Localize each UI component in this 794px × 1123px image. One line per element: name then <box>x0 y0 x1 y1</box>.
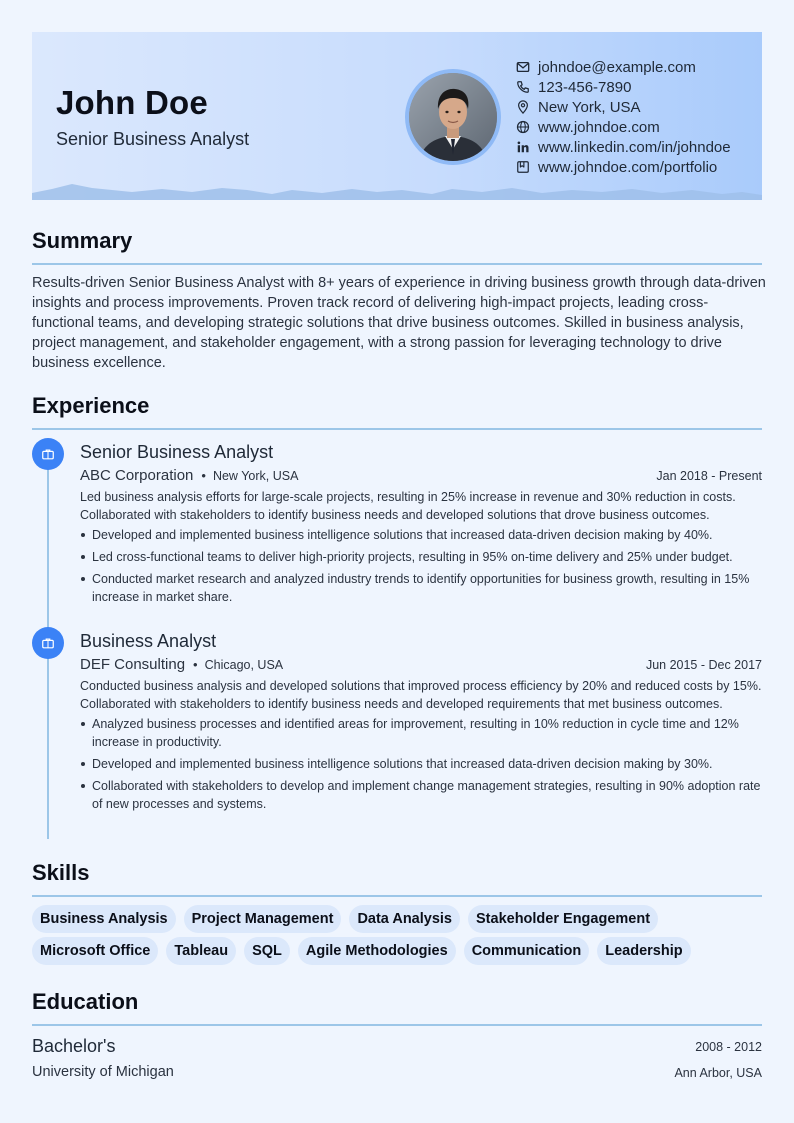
education-location: Ann Arbor, USA <box>674 1066 762 1080</box>
separator-dot: • <box>201 468 206 483</box>
summary-heading: Summary <box>32 228 133 253</box>
briefcase-icon <box>32 438 64 470</box>
skill-tag: Agile Methodologies <box>298 937 456 965</box>
phone-icon <box>516 80 538 94</box>
contact-location-text: New York, USA <box>538 98 641 116</box>
contact-portfolio[interactable] <box>516 157 731 177</box>
job-bullet-list <box>80 526 762 606</box>
skill-tag: Project Management <box>184 905 342 933</box>
candidate-title: Senior Business Analyst <box>56 129 250 149</box>
summary-divider <box>32 263 762 265</box>
job-bullet: Collaborated with stakeholders to develop and implement change management strategies, resulting in 90% adoption rate of new processes and systems. <box>80 777 762 813</box>
job-bullet: Developed and implemented business intelligence solutions that increased data-driven decision making by 30%. <box>80 755 762 773</box>
job-title: Business Analyst <box>80 631 217 651</box>
education-years: 2008 - 2012 <box>695 1040 762 1054</box>
skills-list <box>32 905 767 969</box>
job-title: Senior Business Analyst <box>80 442 274 462</box>
contact-linkedin[interactable] <box>516 137 731 157</box>
job-bullet: Conducted market research and analyzed industry trends to identify opportunities for business growth, resulting in 15% increase in market share. <box>80 570 762 606</box>
job-bullet: Developed and implemented business intelligence solutions that increased data-driven decision making by 40%. <box>80 526 762 544</box>
education-divider <box>32 1024 762 1026</box>
education-heading: Education <box>32 989 139 1014</box>
company-name: ABC Corporation <box>80 467 194 484</box>
header-wave-decoration <box>32 180 762 200</box>
skill-tag: Tableau <box>166 937 236 965</box>
experience-heading: Experience <box>32 393 150 418</box>
skill-tag: Microsoft Office <box>32 937 158 965</box>
linkedin-icon <box>516 140 538 154</box>
job-meta <box>80 654 762 676</box>
contact-linkedin-text: www.linkedin.com/in/johndoe <box>538 138 731 156</box>
contact-website-text: www.johndoe.com <box>538 118 660 136</box>
contact-phone[interactable] <box>516 77 731 97</box>
summary-text: Results-driven Senior Business Analyst with 8+ years of experience in driving business growth through data-driven insights and process improvements. Proven track record of delivering high-impact projects, leading cross-functional teams, and developing strategic solutions that drive business outcomes. Skilled in business analysis, project management, and stakeholder engagement, with a strong passion for leveraging technology to drive business excellence. <box>32 275 766 371</box>
skills-divider <box>32 895 762 897</box>
job-dates: Jun 2015 - Dec 2017 <box>645 658 762 672</box>
company-name: DEF Consulting <box>80 656 186 673</box>
experience-item <box>80 628 762 817</box>
experience-divider <box>32 428 762 430</box>
experience-item <box>80 439 762 610</box>
skill-tag: Data Analysis <box>349 905 460 933</box>
briefcase-icon <box>32 627 64 659</box>
job-bullet-list <box>80 715 762 813</box>
location-pin-icon <box>516 100 538 114</box>
resume-header <box>32 32 762 200</box>
education-degree: Bachelor's <box>32 1036 116 1056</box>
skill-tag: Communication <box>464 937 590 965</box>
portfolio-icon <box>516 160 538 174</box>
contact-website[interactable] <box>516 117 731 137</box>
contact-email[interactable] <box>516 57 731 77</box>
job-bullet: Led cross-functional teams to deliver high-priority projects, resulting in 95% on-time delivery and 25% under budget. <box>80 548 762 566</box>
mail-icon <box>516 60 538 74</box>
contact-email-text: johndoe@example.com <box>538 58 696 76</box>
contact-phone-text: 123-456-7890 <box>538 78 632 96</box>
skills-heading: Skills <box>32 860 90 885</box>
skill-tag: SQL <box>244 937 290 965</box>
job-description: Conducted business analysis and developed solutions that improved process efficiency by 20% and reduced costs by 15%. Collaborated with stakeholders to identify business needs and developed requirements that met business outcomes. <box>80 679 762 711</box>
separator-dot: • <box>193 657 198 672</box>
profile-photo <box>405 69 501 165</box>
job-description: Led business analysis efforts for large-scale projects, resulting in 25% increase in revenue and 30% reduction in costs. Collaborated with stakeholders to identify business needs and developed solutions that drove business outcomes. <box>80 490 736 522</box>
candidate-name: John Doe <box>56 84 208 121</box>
contact-portfolio-text: www.johndoe.com/portfolio <box>538 158 718 176</box>
skill-tag: Stakeholder Engagement <box>468 905 658 933</box>
contact-list <box>516 57 731 177</box>
job-location: Chicago, USA <box>204 658 284 672</box>
job-bullet: Analyzed business processes and identified areas for improvement, resulting in 10% reduction in cycle time and 12% increase in productivity. <box>80 715 762 751</box>
contact-location <box>516 97 731 117</box>
globe-icon <box>516 120 538 134</box>
job-meta <box>80 465 762 487</box>
job-dates: Jan 2018 - Present <box>656 469 762 483</box>
education-school: University of Michigan <box>32 1064 174 1080</box>
job-location: New York, USA <box>212 469 299 483</box>
skill-tag: Leadership <box>597 937 690 965</box>
skill-tag: Business Analysis <box>32 905 176 933</box>
